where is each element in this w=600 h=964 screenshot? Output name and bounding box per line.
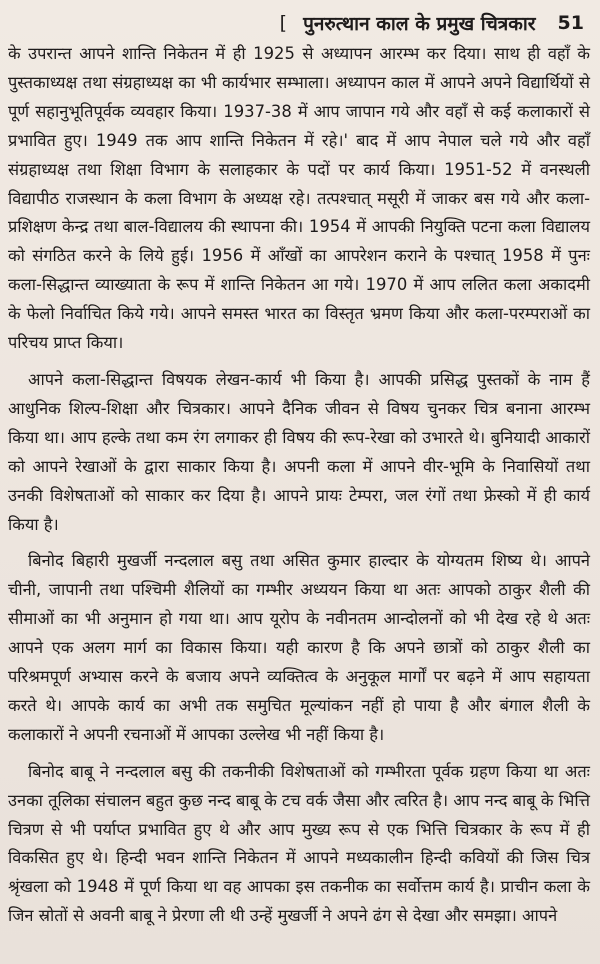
header-bracket: [	[279, 12, 288, 34]
page-number: 51	[557, 12, 584, 34]
paragraph: आपने कला-सिद्धान्त विषयक लेखन-कार्य भी किया है। आपकी प्रसिद्ध पुस्तकों के नाम हैं आधुनिक शिल्प-शिक्षा और चित्रकार। आपने दैनिक जीवन से विषय चुनकर चित्र बनाना आरम्भ किया था। आप हल्के तथा कम रंग लगाकर ही विषय की रूप-रेखा को उभारते थे। बुनियादी आकारों को आपने रेखाओं के द्वारा साकार किया है। अपनी कला में आपने वीर-भूमि के निवासियों तथा उनकी विशेषताओं को साकार कर दिया है। आपने प्रायः टेम्परा, जल रंगों तथा फ्रेस्को में ही कार्य किया है।	[8, 369, 590, 534]
paragraph: बिनोद बाबू ने नन्दलाल बसु की तकनीकी विशेषताओं को गम्भीरता पूर्वक ग्रहण किया था अतः उनका तूलिका संचालन बहुत कुछ नन्द बाबू के टच वर्क जैसा और त्वरित है। आप नन्द बाबू के भित्ति चित्रण से भी पर्याप्त प्रभावित हुए थे और आप मुख्य रूप से एक भित्ति चित्रकार के रूप में ही विकसित हुए थे। हिन्दी भवन शान्ति निकेतन में आपने मध्यकालीन हिन्दी कवियों की जिस चित्र श्रृंखला को 1948 में पूर्ण किया था वह आपका इस तकनीक का सर्वोत्तम कार्य है। प्राचीन कला के जिन स्रोतों से अवनी बाबू ने प्रेरणा ली थी उन्हें मुखर्जी ने अपने ढंग से देखा और समझा। आपने	[8, 761, 590, 926]
running-header	[8, 6, 590, 40]
paragraph: बिनोद बिहारी मुखर्जी नन्दलाल बसु तथा असित कुमार हाल्दार के योग्यतम शिष्य थे। आपने चीनी, जापानी तथा पश्चिमी शैलियों का गम्भीर अध्ययन किया था अतः आपको ठाकुर शैली की सीमाओं का भी अनुमान हो गया था। आप यूरोप के नवीनतम आन्दोलनों को भी देख रहे थे अतः आपने एक अलग मार्ग का विकास किया। यही कारण है कि अपने छात्रों को ठाकुर शैली का परिश्रमपूर्ण अभ्यास करने के बजाय अपने व्यक्तित्व के अनुकूल मार्गों पर बढ़ने में आप सहायता करते थे। आपके कार्य का अभी तक समुचित मूल्यांकन नहीं हो पाया है और बंगाल शैली के कलाकारों ने अपनी रचनाओं में आपका उल्लेख भी नहीं किया है।	[8, 551, 590, 744]
body-text	[8, 40, 590, 931]
paragraph: के उपरान्त आपने शान्ति निकेतन में ही 1925 से अध्यापन आरम्भ कर दिया। साथ ही वहाँ के पुस्तकाध्यक्ष तथा संग्रहाध्यक्ष का भी कार्यभार सम्भाला। अध्यापन काल में आपने अपने विद्यार्थियों से पूर्ण सहानुभूतिपूर्वक व्यवहार किया। 1937-38 में आप जापान गये और वहाँ से कई कलाकारों से प्रभावित हुए। 1949 तक आप शान्ति निकेतन में रहे।' बाद में आप नेपाल चले गये और वहाँ संग्रहाध्यक्ष तथा शिक्षा विभाग के सलाहकार के पदों पर कार्य किया। 1951-52 में वनस्थली विद्यापीठ राजस्थान के कला विभाग के अध्यक्ष रहे। तत्पश्चात् मसूरी में जाकर बस गये और कला-प्रशिक्षण केन्द्र तथा बाल-विद्यालय की स्थापना की। 1954 में आपकी नियुक्ति पटना कला विद्यालय को संगठित करने के लिये हुई। 1956 में आँखों का आपरेशन कराने के पश्चात् 1958 में पुनः कला-सिद्धान्त व्याख्याता के रूप में शान्ति निकेतन आ गये। 1970 में आप ललित कला अकादमी के फेलो निर्वाचित किये गये। आपने समस्त भारत का विस्तृत भ्रमण किया और कला-परम्पराओं का परिचय प्राप्त किया।	[8, 44, 590, 353]
chapter-title: पुनरुत्थान काल के प्रमुख चित्रकार	[303, 13, 536, 35]
